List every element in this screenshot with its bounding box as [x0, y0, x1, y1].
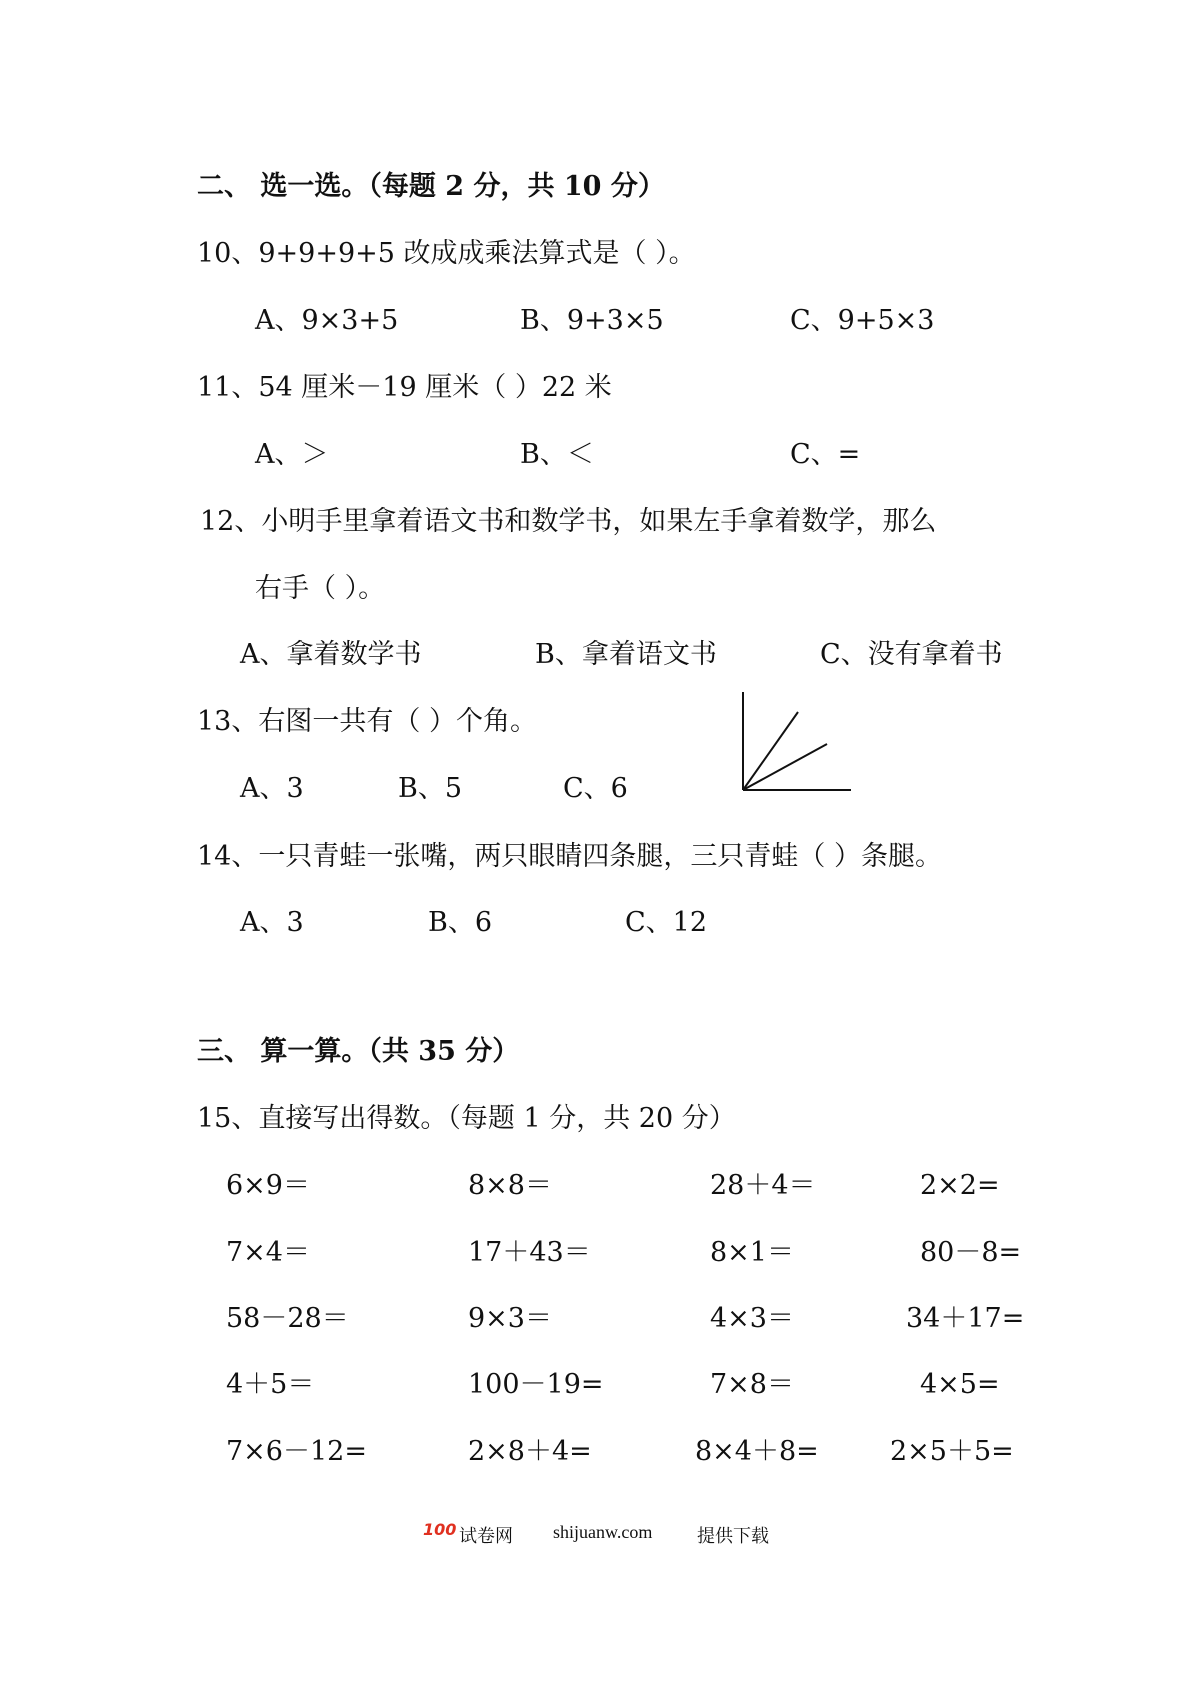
angle-ray-upper-diagonal: [743, 712, 798, 790]
question-11-option-c: C、=: [790, 439, 861, 470]
question-10-stem: 10、9+9+9+5 改成成乘法算式是（ ）。: [197, 238, 696, 269]
calc-item: 4×3＝: [710, 1303, 794, 1334]
question-14-option-b: B、6: [428, 907, 493, 938]
question-12-stem: 12、小明手里拿着语文书和数学书，如果左手拿着数学，那么: [200, 506, 937, 537]
question-12-option-b: B、拿着语文书: [535, 639, 717, 670]
calc-item: 2×8＋4=: [468, 1436, 592, 1467]
question-14-option-a: A、3: [240, 907, 304, 938]
question-10-option-c: C、9+5×3: [790, 305, 935, 336]
calc-item: 8×1＝: [710, 1237, 794, 1268]
question-14-stem: 14、一只青蛙一张嘴，两只眼睛四条腿，三只青蛙（ ）条腿。: [197, 841, 942, 872]
calc-item: 4×5=: [920, 1369, 1000, 1400]
question-14-option-c: C、12: [625, 907, 708, 938]
calc-item: 17＋43＝: [468, 1237, 591, 1268]
question-12-stem-continued: 右手（ ）。: [255, 573, 386, 604]
section-title-calculate: 三、 算一算。（共 35 分）: [197, 1036, 520, 1067]
calc-item: 9×3＝: [468, 1303, 552, 1334]
footer: [0, 1520, 1191, 1550]
calc-item: 8×4＋8=: [695, 1436, 819, 1467]
question-13-option-b: B、5: [398, 773, 463, 804]
calc-item: 4＋5＝: [226, 1369, 315, 1400]
calc-item: 7×6－12=: [226, 1436, 367, 1467]
site-logo: 100: [423, 1520, 457, 1539]
angle-figure: [735, 690, 855, 800]
calc-item: 58－28＝: [226, 1303, 349, 1334]
calc-item: 100－19=: [468, 1369, 604, 1400]
calc-item: 80－8=: [920, 1237, 1022, 1268]
calc-item: 8×8＝: [468, 1170, 552, 1201]
question-10-option-b: B、9+3×5: [520, 305, 664, 336]
calc-item: 7×4＝: [226, 1237, 310, 1268]
site-name: 试卷网: [459, 1526, 513, 1546]
question-13-option-c: C、6: [563, 773, 628, 804]
question-10-option-a: A、9×3+5: [255, 305, 399, 336]
question-11-stem: 11、54 厘米－19 厘米（ ）22 米: [197, 372, 612, 403]
download-note: 提供下载: [697, 1526, 769, 1546]
question-12-option-a: A、拿着数学书: [240, 639, 422, 670]
question-13-stem: 13、右图一共有（ ）个角。: [197, 706, 537, 737]
question-11-option-b: B、＜: [520, 439, 594, 470]
site-domain: shijuanw.com: [553, 1522, 653, 1542]
section-title-choose: 二、 选一选。（每题 2 分，共 10 分）: [197, 171, 665, 202]
question-15-stem: 15、直接写出得数。（每题 1 分，共 20 分）: [197, 1103, 736, 1134]
calc-item: 7×8＝: [710, 1369, 794, 1400]
question-13-option-a: A、3: [240, 773, 304, 804]
calc-item: 2×5＋5=: [890, 1436, 1014, 1467]
calc-item: 6×9＝: [226, 1170, 310, 1201]
question-12-option-c: C、没有拿着书: [820, 639, 1003, 670]
calc-item: 2×2=: [920, 1170, 1000, 1201]
calc-item: 34＋17=: [906, 1303, 1025, 1334]
calc-item: 28＋4＝: [710, 1170, 816, 1201]
angle-ray-lower-diagonal: [743, 744, 827, 790]
question-11-option-a: A、＞: [255, 439, 329, 470]
